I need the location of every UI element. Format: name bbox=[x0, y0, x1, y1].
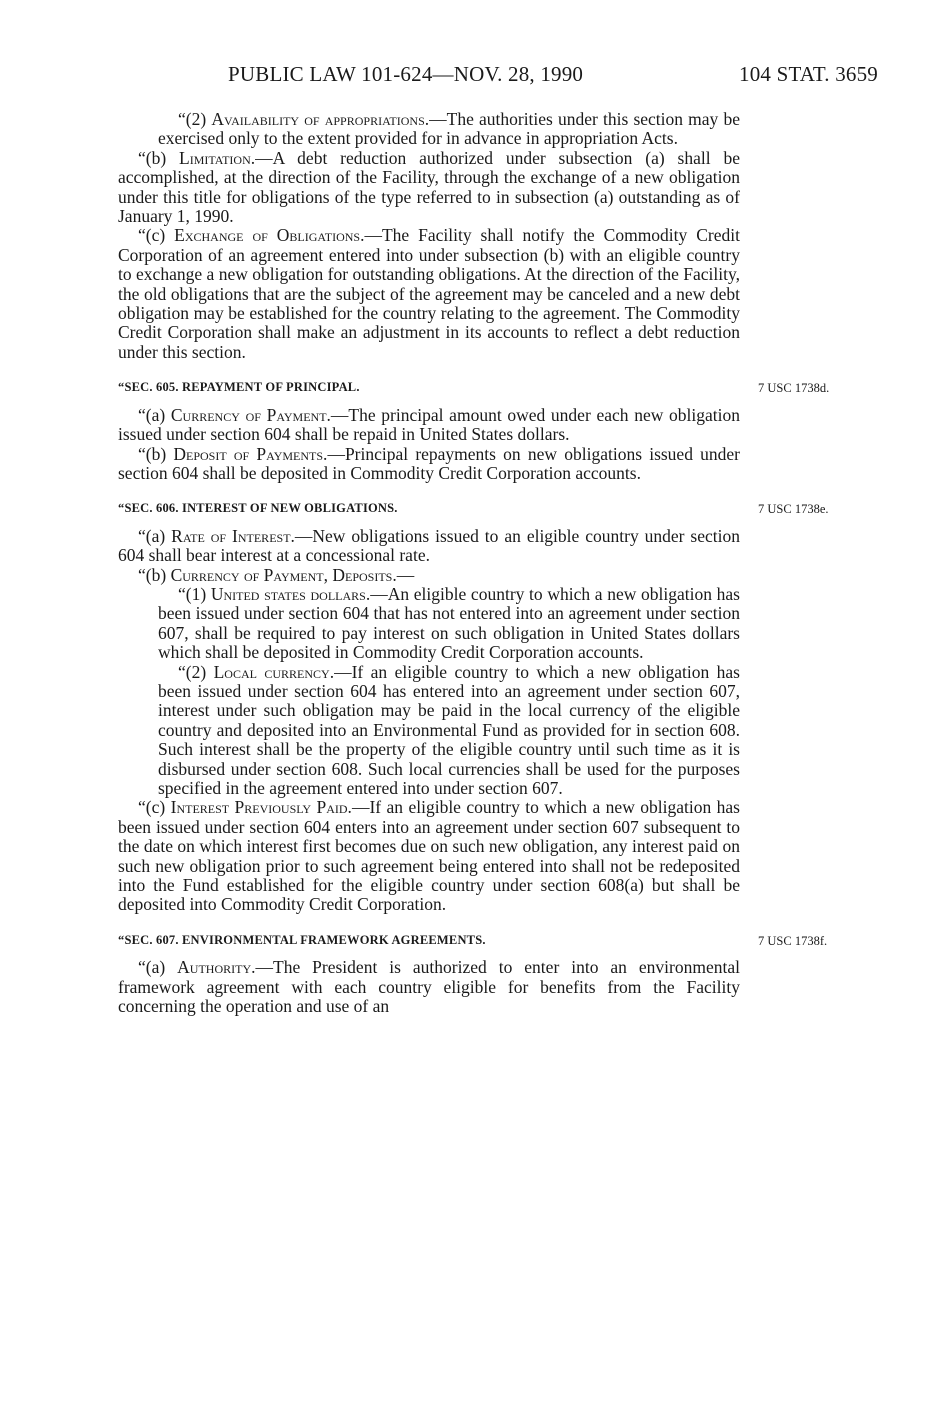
paragraph-heading: Deposit of Payments. bbox=[173, 443, 328, 464]
usc-margin-note: 7 USC 1738e. bbox=[758, 502, 829, 517]
statute-page-number: 104 STAT. 3659 bbox=[739, 62, 878, 86]
paragraph-606b1: “(1) United states dollars.—An eligible country to which a new obligation has been issued under section 604 that has not entered into an agreement under section 607, shall be required to pay interest on such obligation in United States dollars which shall be deposited in Commodity Credit Corporation accounts. bbox=[158, 583, 740, 663]
paragraph-heading: Currency of Payment. bbox=[170, 404, 331, 425]
paragraph-606b2: “(2) Local currency.—If an eligible country to which a new obligation has been issued under section 604 has entered into an agreement under section 607, interest under such obligation may be paid in the local currency of the eligible country and deposited into an Environmental Fund as provided for in section 608. Such interest shall be the property of the eligible country until such time as it is disbursed under section 608. Such local currencies shall be used for the purposes specified in the agreement entered into under section 607. bbox=[158, 661, 740, 798]
section-heading-606: “SEC. 606. INTEREST OF NEW OBLIGATIONS. 7 USC 1738e. bbox=[118, 499, 740, 518]
subsection-limitation: “(b) Limitation.—A debt reduction authorized under subsection (a) shall be accomplished, at the direction of the Facility, through the exchange of a new obligation under this title for obligations of the type referred to in subsection (a) outstanding as of January 1, 1990. bbox=[118, 147, 740, 227]
paragraph-heading: United states dollars. bbox=[210, 583, 371, 604]
section-heading-607: “SEC. 607. ENVIRONMENTAL FRAMEWORK AGREEMENTS. 7 USC 1738f. bbox=[118, 931, 740, 950]
paragraph-heading: Authority. bbox=[177, 957, 256, 978]
subsection-605a: “(a) Currency of Payment.—The principal amount owed under each new obligation issued under section 604 shall be repaid in United States dollars. bbox=[118, 404, 740, 445]
usc-margin-note: 7 USC 1738d. bbox=[758, 381, 830, 396]
paragraph-heading: Interest Previously Paid. bbox=[170, 797, 352, 818]
paragraph-heading: Currency of Payment, Deposits. bbox=[170, 564, 397, 585]
usc-margin-note: 7 USC 1738f. bbox=[758, 933, 828, 948]
page-body bbox=[118, 109, 830, 1017]
paragraph-heading: Limitation. bbox=[179, 147, 256, 168]
paragraph-heading: Exchange of Obligations. bbox=[174, 225, 365, 246]
subsection-607a: “(a) Authority.—The President is authorized to enter into an environmental framework agreement with each country eligible for benefits from the Facility concerning the operation and use of an bbox=[118, 957, 740, 1017]
subsection-605b: “(b) Deposit of Payments.—Principal repayments on new obligations issued under section 604 shall be deposited in Commodity Credit Corporation accounts. bbox=[118, 443, 740, 483]
subsection-606b: “(b) Currency of Payment, Deposits.— bbox=[138, 564, 415, 585]
section-heading-605: “SEC. 605. REPAYMENT OF PRINCIPAL. 7 USC 1738d. bbox=[118, 378, 740, 397]
paragraph-availability-of-appropriations: “(2) Availability of appropriations.—The authorities under this section may be exercised only to the extent provided for in advance in appropriation Acts. bbox=[158, 109, 740, 149]
paragraph-heading: Local currency. bbox=[213, 661, 335, 682]
running-title: PUBLIC LAW 101-624—NOV. 28, 1990 bbox=[228, 62, 584, 86]
subsection-606c: “(c) Interest Previously Paid.—If an eligible country to which a new obligation has been issued under section 604 enters into an agreement under section 607 subsequent to the date on which interest first becomes due on such new obligation, any interest paid on such new obligation prior to such agreement being entered into shall not be redeposited into the Fund established for the eligible country under section 608(a) but shall be deposited into Commodity Credit Corporation. bbox=[118, 797, 740, 915]
paragraph-heading: Rate of Interest. bbox=[171, 525, 295, 546]
subsection-606a: “(a) Rate of Interest.—New obligations issued to an eligible country under section 604 shall bear interest at a concessional rate. bbox=[118, 525, 740, 566]
subsection-exchange-of-obligations: “(c) Exchange of Obligations.—The Facility shall notify the Commodity Credit Corporation of an agreement entered into under subsection (b) with an eligible country to exchange a new obligation for outstanding obligations. At the direction of the Facility, the old obligations that are the subject of the agreement may be canceled and a new debt obligation may be established for the country relating to the agreement. The Commodity Credit Corporation shall make an adjustment in its accounts to reflect a debt reduction under this section. bbox=[118, 225, 740, 362]
paragraph-heading: Availability of appropriations. bbox=[211, 109, 430, 129]
